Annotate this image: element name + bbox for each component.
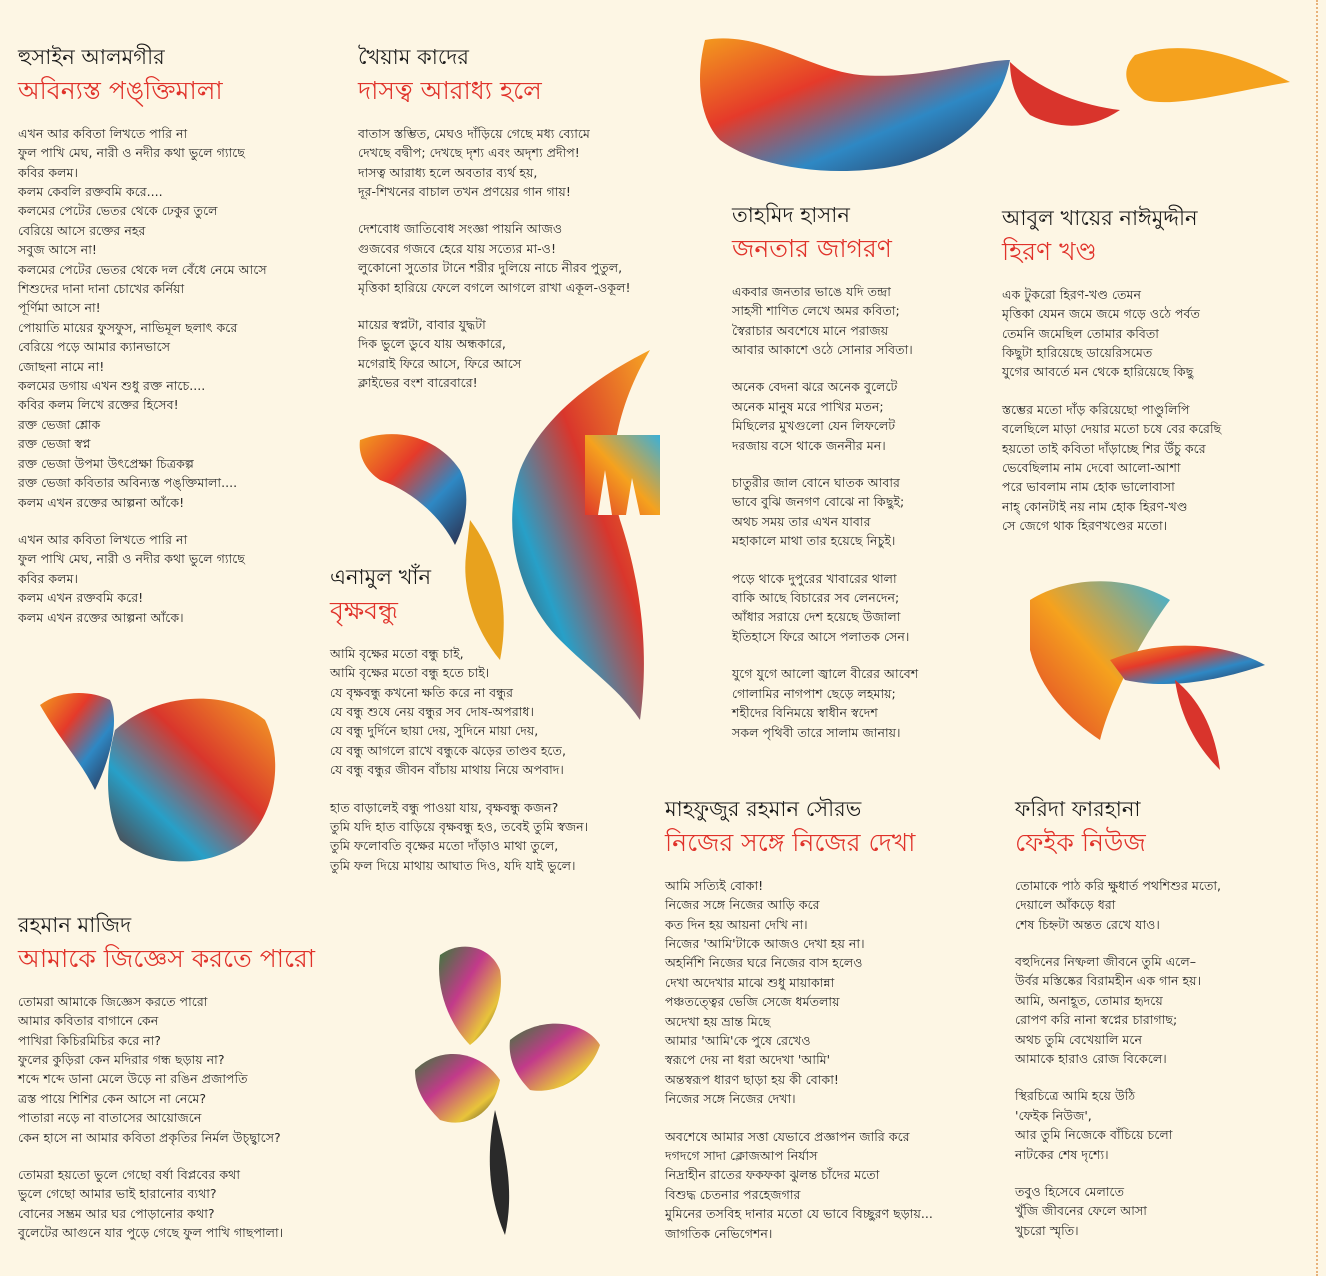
poem-line: মৃত্তিকা হারিয়ে ফেলে বগলে আগলে রাখা একূল-ওকূল! <box>358 279 631 295</box>
poem-line: অবশেষে আমার সত্তা যেভাবে প্রজ্ঞাপন জারি করে <box>665 1128 910 1144</box>
poem-line: পড়ে থাকে দুপুরের খাবারের থালা <box>732 570 897 586</box>
poem-title: দাসত্ব আরাধ্য হলে <box>358 76 542 106</box>
poem-line: কলম এখন রক্তের আল্পনা আঁকে। <box>18 609 184 625</box>
poem-line: ত্রস্ত পায়ে শিশির কেন আসে না নেমে? <box>18 1090 207 1106</box>
stanza <box>732 282 918 360</box>
poem-line: আমার কবিতার বাগানে কেন <box>18 1013 159 1029</box>
poem-line: এখন আর কবিতা লিখতে পারি না <box>18 125 188 141</box>
plant-sprout-art <box>415 947 600 1235</box>
stanza <box>358 124 631 202</box>
poem-line: ইতিহাসে ফিরে আসে পলাতক সেন। <box>732 628 910 644</box>
poem-line: তেমনি জমেছিল তোমার কবিতা <box>1002 325 1159 341</box>
poem-farida-farhana <box>1015 796 1221 1258</box>
poem-line: পরে ভাবলাম নাম হোক ভালোবাসা <box>1002 479 1175 495</box>
poem-line: আমি বৃক্ষের মতো বন্ধু চাই, <box>330 645 464 661</box>
poem-line: কলম এখন রক্তের আল্পনা আঁকে! <box>18 494 185 510</box>
poet-name: ফরিদা ফারহানা <box>1015 797 1141 821</box>
poem-line: দেশবোধ জাতিবোধ সংজ্ঞা পায়নি আজও <box>358 221 563 237</box>
stanza <box>358 219 631 297</box>
stanza <box>18 530 267 627</box>
poem-line: বোনের সম্ভ্রম আর ঘর পোড়ানোর কথা? <box>18 1205 215 1221</box>
poem-line: তোমরা হয়তো ভুলে গেছো বর্ষা বিপ্লবের কথা <box>18 1167 240 1183</box>
poem-line: দেখছে বদ্বীপ; দেখছে দৃশ্য এবং অদৃশ্য প্রদীপ! <box>358 145 580 161</box>
poem-line: মায়ের স্বপ্নটা, বাবার যুদ্ধটা <box>358 317 486 333</box>
poem-line: তুমি ফল দিয়ে মাথায় আঘাত দিও, যদি যাই ভুলে। <box>330 857 576 873</box>
stanza <box>732 377 918 455</box>
poem-line: শিশুদের দানা দানা চোখের কর্নিয়া <box>18 281 185 297</box>
poem-line: সে জেগে থাক হিরণখণ্ডের মতো। <box>1002 518 1168 534</box>
stanza <box>665 876 933 1109</box>
poem-title: অবিন্যস্ত পঙ্‌ক্তিমালা <box>18 76 223 106</box>
poem-line: পোয়াতি মায়ের ফুসফুস, নাভিমূল ছলাৎ করে <box>18 319 238 335</box>
bottom-left-letter-art <box>40 693 275 861</box>
poem-line: যে বৃক্ষবন্ধু কখনো ক্ষতি করে না বন্ধুর <box>330 684 514 700</box>
poem-line: ফুলের কুড়িরা কেন মদিরার গন্ধ ছড়ায় না? <box>18 1052 225 1068</box>
stanza <box>330 644 588 780</box>
stanza <box>1015 1182 1221 1240</box>
stanza <box>1015 876 1221 934</box>
poem-title: হিরণ খণ্ড <box>1002 237 1097 267</box>
poem-line: কত দিন হয় আয়না দেখি না। <box>665 916 808 932</box>
poem-line: স্বৈরাচার অবশেষে মানে পরাজয় <box>732 322 889 338</box>
poem-line: লুকোনো সুতোর টানে শরীর দুলিয়ে নাচে নীরব পুতুল, <box>358 260 623 276</box>
poem-line: আবার আকাশে ওঠে সোনার সবিতা। <box>732 342 913 358</box>
poem-line: ভেবেছিলাম নাম দেবো আলো-আশা <box>1002 460 1181 476</box>
stanza <box>330 798 588 876</box>
stanza <box>665 1127 933 1243</box>
poet-name: হুসাইন আলমগীর <box>18 45 165 69</box>
bird-shape-art <box>700 38 1290 171</box>
poem-line: আর তুমি নিজেকে বাঁচিয়ে চলো <box>1015 1127 1173 1143</box>
poem-line: কলম কেবলি রক্তবমি করে.... <box>18 184 163 200</box>
poem-line: উর্বর মস্তিষ্কের বিরামহীন এক গান হয়। <box>1015 973 1202 989</box>
poem-line: খুচরো স্মৃতি। <box>1015 1222 1079 1238</box>
poem-rahman-majid <box>18 912 315 1261</box>
poem-line: ভুলে গেছো আমার ভাই হারানোর ব্যথা? <box>18 1186 217 1202</box>
poem-line: যে বন্ধু আগলে রাখে বন্ধুকে ঝড়ের তাণ্ডব হতে, <box>330 742 566 758</box>
poem-line: স্তম্ভের মতো দাঁড় করিয়েছো পাণ্ডুলিপি <box>1002 401 1190 417</box>
poem-line: শেষ চিহ্নটা অন্তত রেখে যাও। <box>1015 916 1160 932</box>
poem-line: বুলেটের আগুনে যার পুড়ে গেছে ফুল পাখি গাছপালা। <box>18 1225 284 1241</box>
poem-line: তবুও হিসেবে মেলাতে <box>1015 1184 1125 1200</box>
poem-line: কবির কলম। <box>18 570 79 586</box>
stanza <box>1015 1086 1221 1164</box>
stanza <box>732 569 918 647</box>
poem-line: নিজের 'আমি'টাকে আজও দেখা হয় না। <box>665 936 865 952</box>
poem-line: সাহসী শাণিত লেখে অমর কবিতা; <box>732 303 900 319</box>
poem-line: সকল পৃথিবী তারে সালাম জানায়। <box>732 724 901 740</box>
poem-line: রোপণ করি নানা স্বপ্নের চারাগাছ; <box>1015 1012 1178 1028</box>
poem-line: বলেছিলে মাড়া দেয়ার মতো চষে বের করেছি <box>1002 421 1222 437</box>
poem-line: যে বন্ধু দুর্দিনে ছায়া দেয়, সুদিনে মায়া দেয়, <box>330 723 539 739</box>
poem-line: মহাকালে মাথা তার হয়েছে নিচুই। <box>732 533 896 549</box>
poem-line: রক্ত ভেজা শ্লোক <box>18 416 101 432</box>
poet-name: রহমান মাজিদ <box>18 913 132 937</box>
poem-line: বাতাস স্তম্ভিত, মেঘও দাঁড়িয়ে গেছে মধ্য ব্যোমে <box>358 125 590 141</box>
poem-line: ভাবে বুঝি জনগণ বোঝে না কিছুই; <box>732 494 905 510</box>
poet-name: খৈয়াম কাদের <box>358 45 469 69</box>
stanza <box>18 992 315 1147</box>
poem-line: আমার 'আমি'কে পুষে রেখেও <box>665 1033 811 1049</box>
poem-khoiyam-kader <box>358 44 631 411</box>
poem-line: মগেরাই ফিরে আসে, ফিরে আসে <box>358 355 522 371</box>
poem-line: হয়তো তাই কবিতা দাঁড়াচ্ছে শির উঁচু করে <box>1002 440 1206 456</box>
poem-line: এক টুকরো হিরণ-খণ্ড তেমন <box>1002 286 1142 302</box>
poem-line: রক্ত ভেজা কবিতার অবিন্যস্ত পঙ্‌ক্তিমালা.... <box>18 475 238 491</box>
poem-line: পাতারা নড়ে না বাতাসের আয়োজনে <box>18 1110 202 1126</box>
poem-line: 'ফেইক নিউজ', <box>1015 1107 1092 1123</box>
poem-line: অন্তস্বরূপ ধারণ ছাড়া হয় কী বোকা! <box>665 1071 839 1087</box>
poem-line: নাহ্ কোনটাই নয় নাম হোক হিরণ-খণ্ড <box>1002 498 1188 514</box>
poem-line: তুমি ফলোবতি বৃক্ষের মতো দাঁড়াও মাথা তুলে, <box>330 838 559 854</box>
poem-line: অদেখা হয় ভ্রান্ত মিছে <box>665 1013 771 1029</box>
poem-line: কলম এখন রক্তবমি করে! <box>18 590 144 606</box>
splash-shape-art <box>1030 581 1265 770</box>
poem-line: রক্ত ভেজা স্বপ্ন <box>18 436 91 452</box>
poem-line: দিক ভুলে ডুবে যায় অন্ধকারে, <box>358 336 506 352</box>
poem-line: যে বন্ধু শুষে নেয় বন্ধুর সব দোষ-অপরাধ। <box>330 704 534 720</box>
poem-line: বেরিয়ে আসে রক্তের নহর <box>18 222 146 238</box>
poem-line: আমাকে হারাও রোজ বিকেলে। <box>1015 1051 1167 1067</box>
poem-line: গুজবের গজবে হেরে যায় সত্যের মা-ও! <box>358 240 556 256</box>
stanza <box>18 124 267 512</box>
stanza <box>732 664 918 742</box>
poem-line: জোছনা নামে না! <box>18 358 105 374</box>
poem-line: পাখিরা কিচিরমিচির করে না? <box>18 1032 161 1048</box>
poem-title: আমাকে জিজ্ঞেস করতে পারো <box>18 944 315 974</box>
poem-title: নিজের সঙ্গে নিজের দেখা <box>665 828 916 858</box>
poem-line: অথচ সময় তার এখন যাবার <box>732 513 871 529</box>
poem-line: গোলামির নাগপাশ ছেড়ে লহমায়; <box>732 685 896 701</box>
poem-line: দগদগে সাদা ক্লোজআপ নির্যাস <box>665 1148 818 1164</box>
poem-line: এখন আর কবিতা লিখতে পারি না <box>18 531 188 547</box>
poem-line: বাকি আছে বিচারের সব লেনদেন; <box>732 590 900 606</box>
poem-line: তুমি যদি হাত বাড়িয়ে বৃক্ষবন্ধু হও, তবেই তুমি স্বজন। <box>330 819 589 835</box>
poem-line: স্বরূপে দেয় না ধরা অদেখা 'আমি' <box>665 1052 831 1068</box>
poet-name: তাহমিদ হাসান <box>732 203 850 227</box>
poem-line: কবির কলম লিখে রক্তের হিসেব! <box>18 397 179 413</box>
poem-line: যুগে যুগে আলো জ্বালে বীরের আবেশ <box>732 666 919 682</box>
poem-line: মৃত্তিকা যেমন জমে জমে গড়ে ওঠে পর্বত <box>1002 306 1200 322</box>
poem-line: আঁধার সরায়ে দেশ হয়েছে উজালা <box>732 609 901 625</box>
poem-hussain-alamgir <box>18 44 267 645</box>
poem-abul-khayer-naimuddin <box>1002 205 1221 554</box>
poem-line: নিজের সঙ্গে নিজের আড়ি করে <box>665 897 820 913</box>
poem-line: হাত বাড়ালেই বন্ধু পাওয়া যায়, বৃক্ষবন্ধু কজন? <box>330 799 559 815</box>
poem-line: স্থিরচিত্রে আমি হয়ে উঠি <box>1015 1088 1136 1104</box>
poem-line: ফুল পাখি মেঘ, নারী ও নদীর কথা ভুলে গ্যাছে <box>18 551 245 567</box>
poem-line: কবির কলম। <box>18 164 79 180</box>
poem-mahfuzur-rahman-sourav <box>665 796 933 1261</box>
poem-title: জনতার জাগরণ <box>732 234 892 264</box>
poem-line: কলমের ডগায় এখন শুধু রক্ত নাচে.... <box>18 378 206 394</box>
poem-line: দাসত্ব আরাধ্য হলে অবতার ব্যর্থ হয়, <box>358 164 538 180</box>
poem-title: বৃক্ষবন্ধু <box>330 596 398 626</box>
poem-line: পঞ্চতত্ত্বের ভেজি সেজে ধর্মতলায় <box>665 994 840 1010</box>
poem-line: অথচ তুমি বেখেয়ালি মনে <box>1015 1031 1142 1047</box>
poem-line: দেখা অদেখার মাঝে শুধু মায়াকান্না <box>665 974 835 990</box>
poem-line: শব্দে শব্দে ডানা মেলে উড়ে না রঙিন প্রজাপতি <box>18 1071 248 1087</box>
poem-line: আমি সত্যিই বোকা! <box>665 877 764 893</box>
poem-line: চাতুরীর জাল বোনে ঘাতক আবার <box>732 475 900 491</box>
poem-line: বহুদিনের নিষ্ফলা জীবনে তুমি এলে– <box>1015 954 1197 970</box>
poem-line: মুমিনের তসবিহ দানার মতো যে ভাবে বিচ্ছুরণ ছড়ায়... <box>665 1206 933 1222</box>
poem-line: কলমের পেটের ভেতর থেকে দল বেঁধে নেমে আসে <box>18 261 267 277</box>
stanza <box>1002 285 1221 382</box>
poem-line: নিদ্রাহীন রাতের ফকফকা ঝুলন্ত চাঁদের মতো <box>665 1167 880 1183</box>
stanza <box>358 315 631 393</box>
poem-line: অহর্নিশি নিজের ঘরে নিজের বাস হলেও <box>665 955 863 971</box>
poem-line: বিশুদ্ধ চেতনার পরহেজগার <box>665 1186 801 1202</box>
poem-line: দূর-শিখনের বাচাল তখন প্রণয়ের গান গায়! <box>358 184 571 200</box>
poem-tahmid-hasan <box>732 202 918 760</box>
stanza <box>1015 952 1221 1068</box>
stanza <box>732 473 918 551</box>
poem-line: যুগের আবর্তে মন থেকে হারিয়েছে কিছু <box>1002 364 1194 380</box>
poem-line: মিছিলের মুখগুলো যেন লিফলেট <box>732 418 896 434</box>
poem-line: বেরিয়ে পড়ে আমার ক্যানভাসে <box>18 339 171 355</box>
poem-line: আমি বৃক্ষের মতো বন্ধু হতে চাই। <box>330 665 490 681</box>
poem-title: ফেইক নিউজ <box>1015 828 1146 858</box>
poem-line: জাগতিক নেভিগেশন। <box>665 1225 773 1241</box>
poem-line: নিজের সঙ্গে নিজের দেখা। <box>665 1091 796 1107</box>
poem-line: রক্ত ভেজা উপমা উৎপ্রেক্ষা চিত্রকল্প <box>18 455 194 471</box>
poem-line: শহীদের বিনিময়ে স্বাধীন স্বদেশ <box>732 705 878 721</box>
poet-name: মাহফুজুর রহমান সৌরভ <box>665 797 862 821</box>
poem-line: একবার জনতার ভাঙে যদি তন্দ্রা <box>732 283 891 299</box>
poem-line: আমি, অনাহূত, তোমার হৃদয়ে <box>1015 992 1163 1008</box>
poem-line: নাটকের শেষ দৃশ্যে। <box>1015 1146 1109 1162</box>
poem-line: খুঁজি জীবনের ফেলে আসা <box>1015 1203 1147 1219</box>
stanza <box>1002 400 1221 536</box>
poet-name: এনামুল খাঁন <box>330 565 431 589</box>
poem-line: কিছুটা হারিয়েছে ডায়েরিসমেত <box>1002 345 1153 361</box>
poem-line: দরজায় বসে থাকে জননীর মন। <box>732 437 886 453</box>
poem-line: তোমরা আমাকে জিজ্ঞেস করতে পারো <box>18 993 208 1009</box>
stanza <box>18 1165 315 1243</box>
poem-line: কেন হাসে না আমার কবিতা প্রকৃতির নির্মল উচ্ছ্বাসে? <box>18 1129 281 1145</box>
poem-line: যে বন্ধু বন্ধুর জীবন বাঁচায় মাথায় নিয়ে অপবাদ। <box>330 762 564 778</box>
poem-line: সবুজ আসে না! <box>18 242 97 258</box>
poem-enamul-khan <box>330 564 588 893</box>
poem-line: ফুল পাখি মেঘ, নারী ও নদীর কথা ভুলে গ্যাছে <box>18 145 245 161</box>
poet-name: আবুল খায়ের নাঈমুদ্দীন <box>1002 206 1198 230</box>
poem-line: অনেক মানুষ মরে পাখির মতন; <box>732 398 884 414</box>
poem-line: কলমের পেটের ভেতর থেকে ঢেকুর তুলে <box>18 203 218 219</box>
poem-line: পূর্ণিমা আসে না! <box>18 300 101 316</box>
poem-line: অনেক বেদনা ঝরে অনেক বুলেটে <box>732 379 898 395</box>
poem-line: ক্লাইভের বংশ বারেবারে! <box>358 375 478 391</box>
poem-line: তোমাকে পাঠ করি ক্ষুধার্ত পথশিশুর মতো, <box>1015 877 1222 893</box>
poem-line: দেয়ালে আঁকড়ে ধরা <box>1015 897 1116 913</box>
